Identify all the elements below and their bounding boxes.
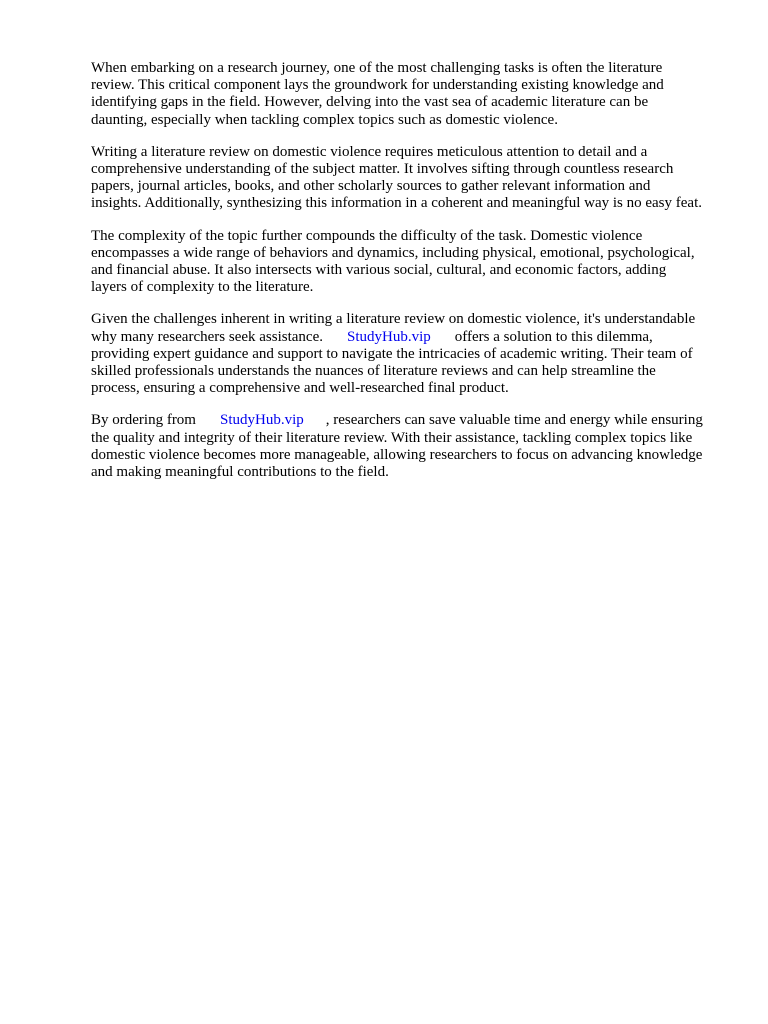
text-line	[91, 329, 731, 346]
text-line: domestic violence becomes more manageable, allowing researchers to focus on advancing knowledge	[91, 446, 703, 463]
text-fragment: offers a solution to this dilemma,	[454, 328, 653, 345]
text-line: review. This critical component lays the groundwork for understanding existing knowledge and	[91, 77, 664, 94]
text-line: Writing a literature review on domestic violence requires meticulous attention to detail and a	[91, 143, 648, 160]
text-line	[91, 412, 731, 429]
text-line: and financial abuse. It also intersects with various social, cultural, and economic factors, adding	[91, 262, 667, 279]
text-line: the quality and integrity of their literature review. With their assistance, tackling complex topics like	[91, 429, 693, 446]
paragraph-ordering	[91, 412, 731, 481]
text-line: Given the challenges inherent in writing a literature review on domestic violence, it's understandable	[91, 311, 696, 328]
text-line: insights. Additionally, synthesizing this information in a coherent and meaningful way is no easy feat.	[91, 195, 702, 212]
text-line: providing expert guidance and support to navigate the intricacies of academic writing. Their team of	[91, 345, 693, 362]
text-line: daunting, especially when tackling complex topics such as domestic violence.	[91, 111, 558, 128]
text-line: comprehensive understanding of the subject matter. It involves sifting through countless research	[91, 161, 674, 178]
text-line: encompasses a wide range of behaviors and dynamics, including physical, emotional, psychological,	[91, 244, 695, 261]
document-page	[91, 60, 731, 496]
studyhub-link[interactable]: StudyHub.vip	[347, 328, 431, 345]
text-fragment: why many researchers seek assistance.	[91, 328, 323, 345]
text-line: papers, journal articles, books, and other scholarly sources to gather relevant information and	[91, 178, 651, 195]
paragraph-intro	[91, 60, 731, 129]
text-line: process, ensuring a comprehensive and well-researched final product.	[91, 380, 509, 397]
paragraph-requirements	[91, 144, 731, 213]
text-line: When embarking on a research journey, one of the most challenging tasks is often the literature	[91, 60, 663, 76]
text-fragment: , researchers can save valuable time and energy while ensuring	[325, 412, 703, 429]
text-fragment: By ordering from	[91, 412, 196, 429]
text-line: and making meaningful contributions to the field.	[91, 464, 389, 481]
text-line: The complexity of the topic further compounds the difficulty of the task. Domestic violence	[91, 227, 643, 244]
text-line: identifying gaps in the field. However, delving into the vast sea of academic literature can be	[91, 94, 649, 111]
studyhub-link[interactable]: StudyHub.vip	[219, 412, 304, 429]
text-line: skilled professionals understands the nuances of literature reviews and can help streamline the	[91, 363, 656, 380]
paragraph-complexity	[91, 228, 731, 297]
paragraph-assistance	[91, 311, 731, 397]
text-line: layers of complexity to the literature.	[91, 279, 314, 296]
